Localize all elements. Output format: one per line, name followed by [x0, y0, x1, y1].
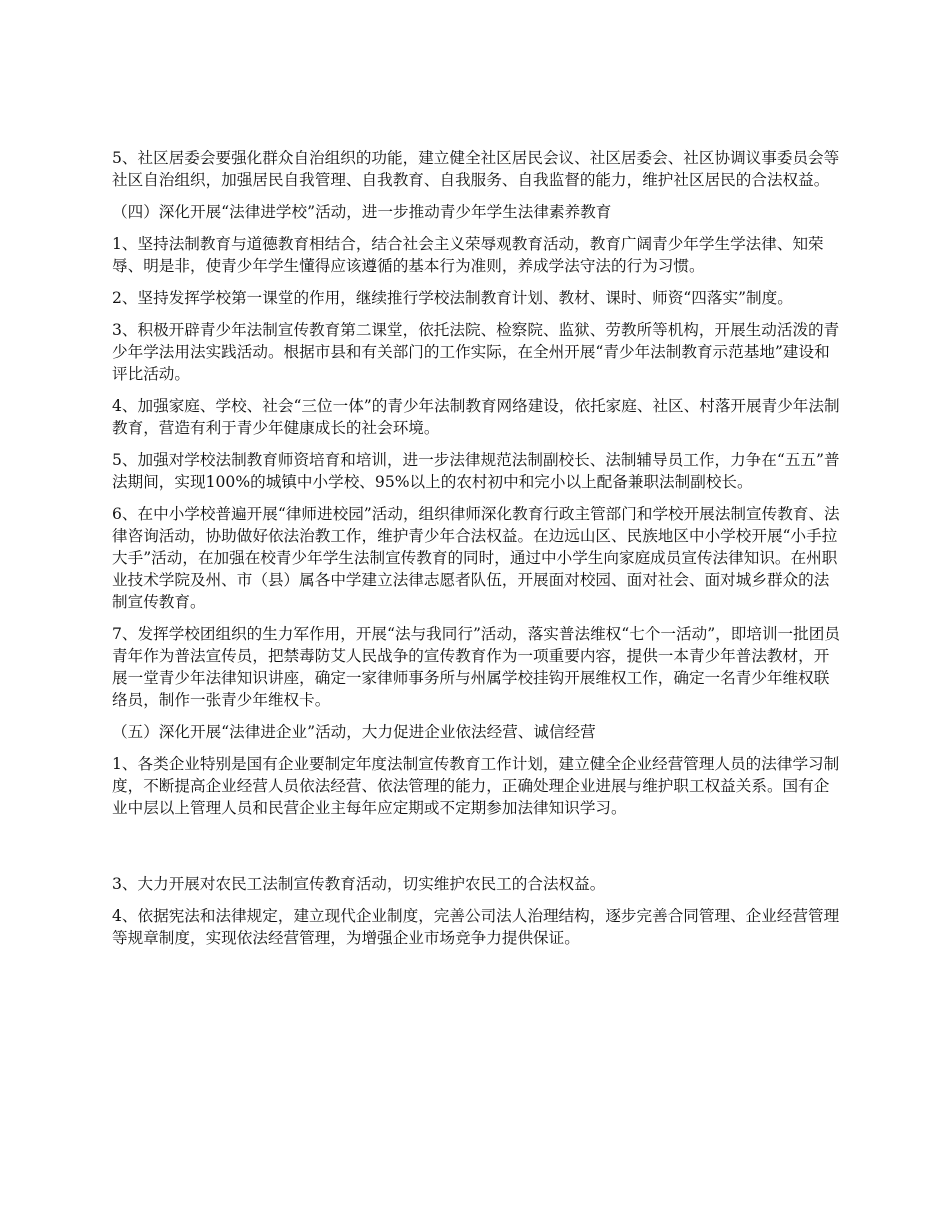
blank-gap	[112, 829, 840, 873]
section-heading-schools: （四）深化开展“法律进学校”活动，进一步推动青少年学生法律素养教育	[112, 203, 612, 221]
section-heading-enterprises: （五）深化开展“法律进企业”活动，大力促进企业依法经营、诚信经营	[112, 723, 596, 741]
paragraph-school-7: 7、发挥学校团组织的生力军作用，开展“法与我同行”活动，落实普法维权“七个一活动”，即培训一批团员青年作为普法宣传员，把禁毒防艾人民战争的宣传教育作为一项重要内容，提供一本青少年普法教材，开展一堂青少年法律知识讲座，确定一家律师事务所与州属学校挂钩开展维权工作，确定一名青少年维权联络员，制作一张青少年维权卡。	[112, 625, 840, 709]
paragraph-community-committee: 5、社区居委会要强化群众自治组织的功能，建立健全社区居民会议、社区居委会、社区协调议事委员会等社区自治组织，加强居民自我管理、自我教育、自我服务、自我监督的能力，维护社区居民的合法权益。	[112, 149, 840, 189]
paragraph-school-5: 5、加强对学校法制教育师资培育和培训，进一步法律规范法制副校长、法制辅导员工作，力争在“五五”普法期间，实现100%的城镇中小学校、95%以上的农村初中和完小以上配备兼职法制副校长。	[112, 451, 840, 491]
document-page	[112, 147, 840, 959]
paragraph-enterprise-4: 4、依据宪法和法律规定，建立现代企业制度，完善公司法人治理结构，逐步完善合同管理、企业经营管理等规章制度，实现依法经营管理，为增强企业市场竞争力提供保证。	[112, 907, 840, 947]
paragraph-school-4: 4、加强家庭、学校、社会“三位一体”的青少年法制教育网络建设，依托家庭、社区、村落开展青少年法制教育，营造有利于青少年健康成长的社会环境。	[112, 397, 840, 437]
paragraph-school-3: 3、积极开辟青少年法制宣传教育第二课堂，依托法院、检察院、监狱、劳教所等机构，开展生动活泼的青少年学法用法实践活动。根据市县和有关部门的工作实际，在全州开展“青少年法制教育示范基地”建设和评比活动。	[112, 321, 840, 383]
paragraph-enterprise-1: 1、各类企业特别是国有企业要制定年度法制宣传教育工作计划，建立健全企业经营管理人员的法律学习制度，不断提高企业经营人员依法经营、依法管理的能力，正确处理企业进展与维护职工权益关系。国有企业中层以上管理人员和民营企业主每年应定期或不定期参加法律知识学习。	[112, 755, 840, 817]
paragraph-school-2: 2、坚持发挥学校第一课堂的作用，继续推行学校法制教育计划、教材、课时、师资“四落实”制度。	[112, 289, 793, 307]
paragraph-school-6: 6、在中小学校普遍开展“律师进校园”活动，组织律师深化教育行政主管部门和学校开展法制宣传教育、法律咨询活动，协助做好依法治教工作，维护青少年合法权益。在边远山区、民族地区中小学校开展“小手拉大手”活动，在加强在校青少年学生法制宣传教育的同时，通过中小学生向家庭成员宣传法律知识。在州职业技术学院及州、市（县）属各中学建立法律志愿者队伍，开展面对校园、面对社会、面对城乡群众的法制宣传教育。	[112, 505, 840, 611]
paragraph-school-1: 1、坚持法制教育与道德教育相结合，结合社会主义荣辱观教育活动，教育广阔青少年学生学法律、知荣辱、明是非，使青少年学生懂得应该遵循的基本行为准则，养成学法守法的行为习惯。	[112, 235, 824, 275]
paragraph-enterprise-3: 3、大力开展对农民工法制宣传教育活动，切实维护农民工的合法权益。	[112, 875, 606, 893]
